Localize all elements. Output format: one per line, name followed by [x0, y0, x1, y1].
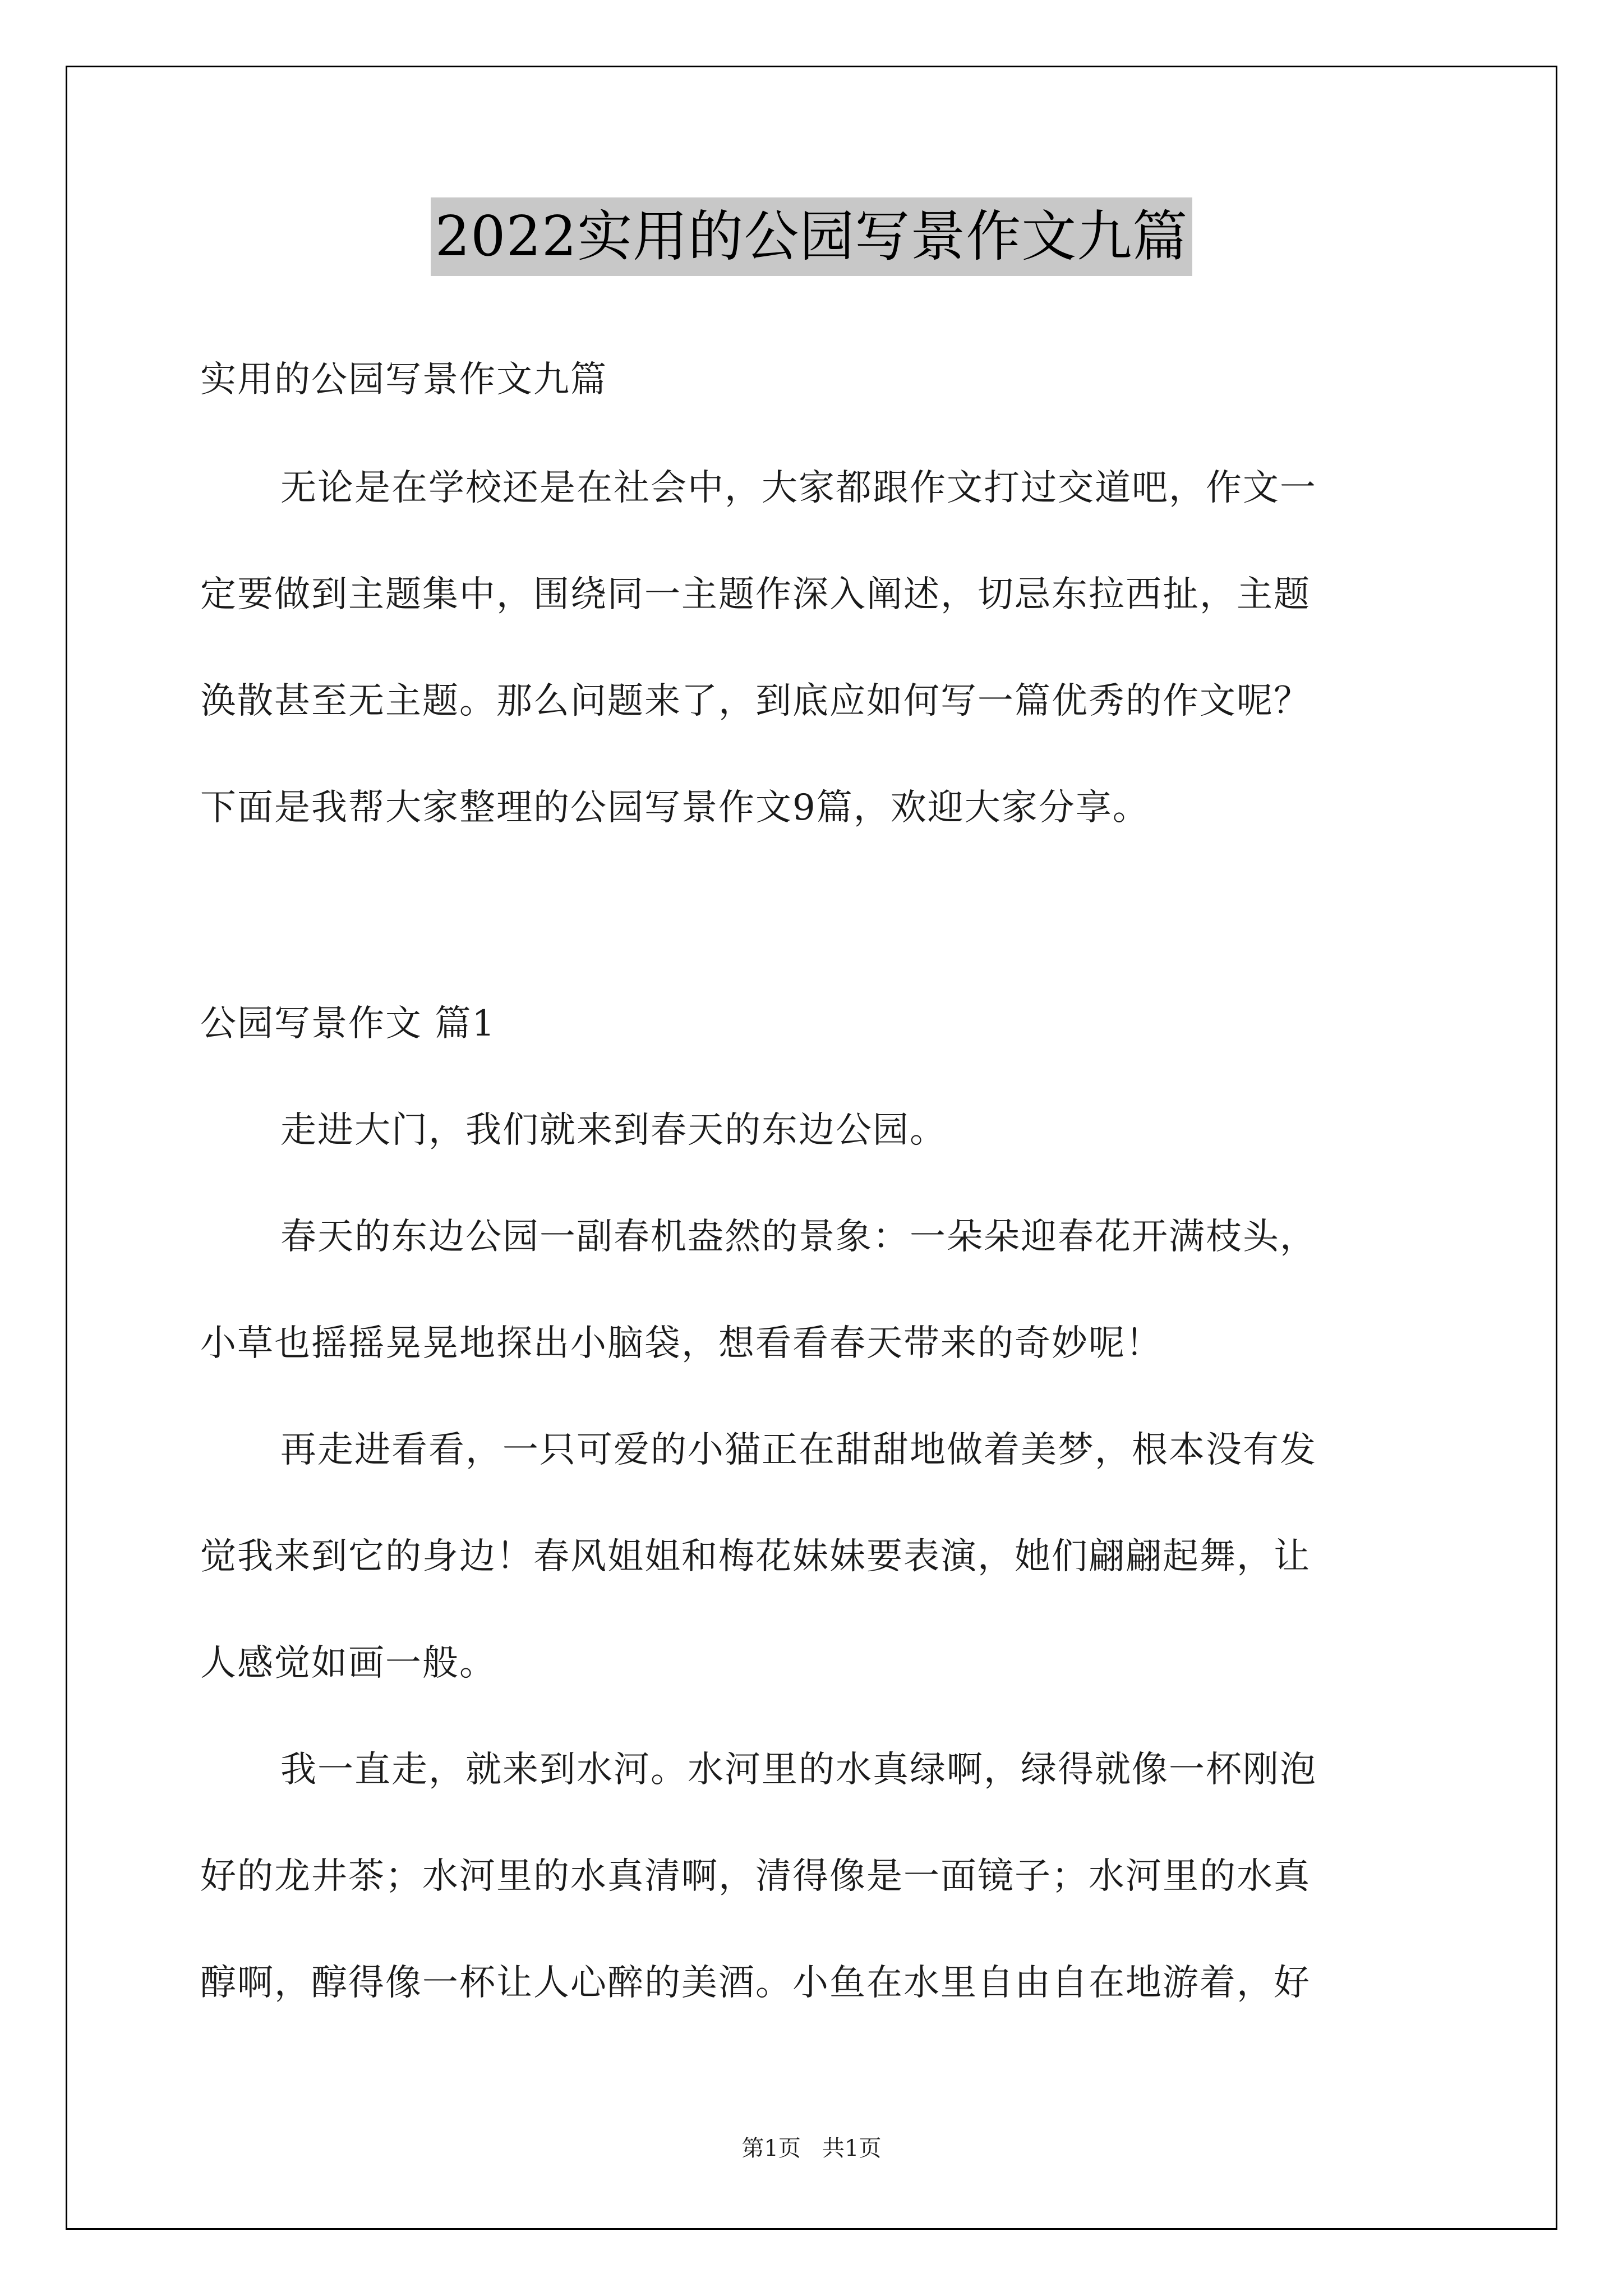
document-title: 2022实用的公园写景作文九篇: [431, 197, 1192, 276]
body-line-4: 再走进看看，一只可爱的小猫正在甜甜地做着美梦，根本没有发: [280, 1429, 1317, 1471]
body-line-3: 小草也摇摇晃晃地探出小脑袋，想看看春天带来的奇妙呢！: [200, 1323, 1163, 1364]
intro-line-1: 无论是在学校还是在社会中，大家都跟作文打过交道吧，作文一: [280, 467, 1317, 509]
section-heading: 公园写景作文 篇1: [200, 1003, 496, 1045]
body-line-2: 春天的东边公园一副春机盎然的景象：一朵朵迎春花开满枝头，: [280, 1216, 1317, 1258]
title-container: [0, 197, 1623, 276]
body-line-7: 我一直走，就来到水河。水河里的水真绿啊，绿得就像一杯刚泡: [280, 1749, 1317, 1791]
body-line-6: 人感觉如画一般。: [200, 1642, 496, 1684]
intro-line-3: 涣散甚至无主题。那么问题来了，到底应如何写一篇优秀的作文呢？: [200, 680, 1311, 722]
document-subtitle: 实用的公园写景作文九篇: [200, 359, 607, 401]
intro-line-4: 下面是我帮大家整理的公园写景作文9篇，欢迎大家分享。: [200, 787, 1150, 829]
body-line-5: 觉我来到它的身边！春风姐姐和梅花妹妹要表演，她们翩翩起舞，让: [200, 1536, 1311, 1577]
body-line-8: 好的龙井茶；水河里的水真清啊，清得像是一面镜子；水河里的水真: [200, 1856, 1311, 1897]
page-footer: 第1页 共1页: [741, 2136, 882, 2161]
intro-line-2: 定要做到主题集中，围绕同一主题作深入阐述，切忌东拉西扯，主题: [200, 574, 1311, 615]
body-line-9: 醇啊，醇得像一杯让人心醉的美酒。小鱼在水里自由自在地游着，好: [200, 1962, 1311, 2004]
body-line-1: 走进大门，我们就来到春天的东边公园。: [280, 1110, 947, 1151]
